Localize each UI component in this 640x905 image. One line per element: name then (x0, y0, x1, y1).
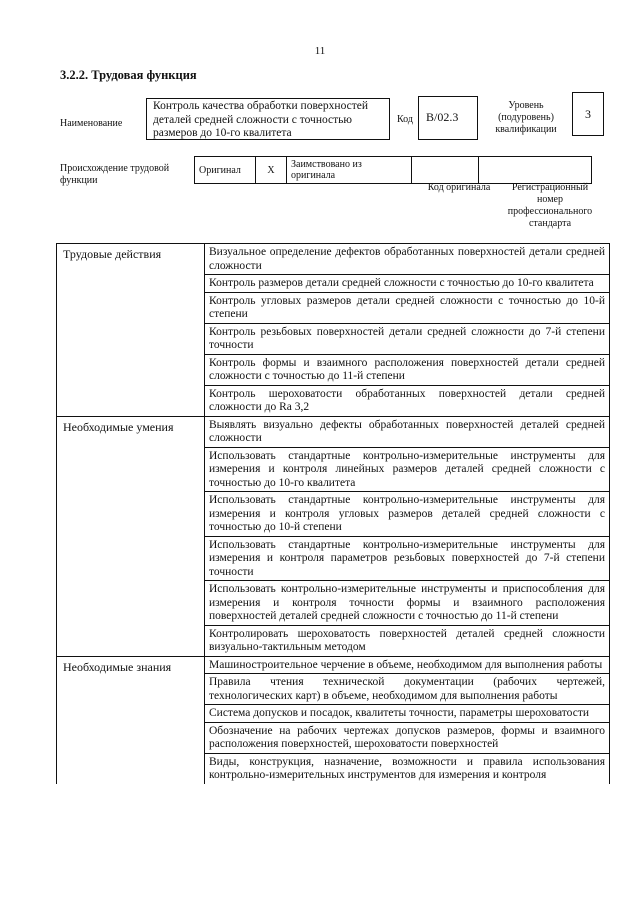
category-cell: Необходимые умения (57, 416, 205, 656)
item-cell: Контроль резьбовых поверхностей детали средней сложности до 7-й степени точности (205, 323, 610, 354)
item-cell: Обозначение на рабочих чертежах допусков размеров, формы и взаимного расположения поверхностей, шероховатости поверхностей (205, 722, 610, 753)
level-value-box: 3 (572, 92, 604, 136)
item-cell: Использовать контрольно-измерительные инструменты и приспособления для измерения и контроля точности формы и взаимного расположения поверхностей деталей средней сложности с точностью до 11-й степени (205, 581, 610, 626)
table-row (57, 244, 610, 275)
function-name-box: Контроль качества обработки поверхностей деталей средней сложности с точностью размеров до 10-го квалитета (146, 98, 390, 140)
item-cell: Контроль размеров детали средней сложности с точностью до 10-го квалитета (205, 275, 610, 293)
code-original-cell (412, 157, 479, 184)
code-label: Код (397, 114, 413, 125)
item-cell: Правила чтения технической документации (рабочих чертежей, технологических карт) в объеме, необходимом для выполнения работы (205, 674, 610, 705)
borrowed-label: Заимствовано из оригинала (287, 157, 412, 184)
item-cell: Виды, конструкция, назначение, возможности и правила использования контрольно-измерительных инструментов для измерения и контроля (205, 753, 610, 784)
code-original-caption: Код оригинала (427, 182, 491, 193)
code-value-box: В/02.3 (418, 96, 478, 140)
item-cell: Контролировать шероховатость поверхностей деталей средней сложности визуально-тактильным методом (205, 625, 610, 656)
original-label: Оригинал (195, 157, 256, 184)
page-number: 11 (314, 45, 326, 57)
item-cell: Контроль формы и взаимного расположения поверхностей детали средней сложности с точностью до 11-й степени (205, 354, 610, 385)
item-cell: Контроль шероховатости обработанных поверхностей детали средней сложности до Ra 3,2 (205, 385, 610, 416)
origin-table (194, 156, 592, 184)
item-cell: Машиностроительное черчение в объеме, необходимом для выполнения работы (205, 656, 610, 674)
item-cell: Использовать стандартные контрольно-измерительные инструменты для измерения и контроля линейных размеров деталей средней сложности с точностью до 10-го квалитета (205, 447, 610, 492)
reg-number-cell (479, 157, 592, 184)
table-row (57, 416, 610, 447)
category-cell: Трудовые действия (57, 244, 205, 417)
category-cell: Необходимые знания (57, 656, 205, 784)
name-label: Наименование (60, 118, 123, 129)
table-row (57, 656, 610, 674)
functions-table (56, 243, 610, 784)
reg-number-caption: Регистрационный номер профессионального стандарта (507, 182, 593, 229)
item-cell: Использовать стандартные контрольно-измерительные инструменты для измерения и контроля параметров резьбовых поверхностей до 7-й степени точности (205, 536, 610, 581)
item-cell: Выявлять визуально дефекты обработанных поверхностей деталей средней сложности (205, 416, 610, 447)
level-label: Уровень (подуровень) квалификации (495, 100, 557, 135)
original-mark: X (256, 157, 287, 184)
item-cell: Визуальное определение дефектов обработанных поверхностей детали средней сложности (205, 244, 610, 275)
item-cell: Использовать стандартные контрольно-измерительные инструменты для измерения и контроля угловых размеров деталей средней сложности с точностью до 10-й степени (205, 492, 610, 537)
item-cell: Система допусков и посадок, квалитеты точности, параметры шероховатости (205, 705, 610, 723)
item-cell: Контроль угловых размеров детали средней сложности с точностью до 10-й степени (205, 292, 610, 323)
origin-label: Происхождение трудовой функции (60, 163, 170, 186)
section-title: 3.2.2. Трудовая функция (60, 68, 197, 82)
